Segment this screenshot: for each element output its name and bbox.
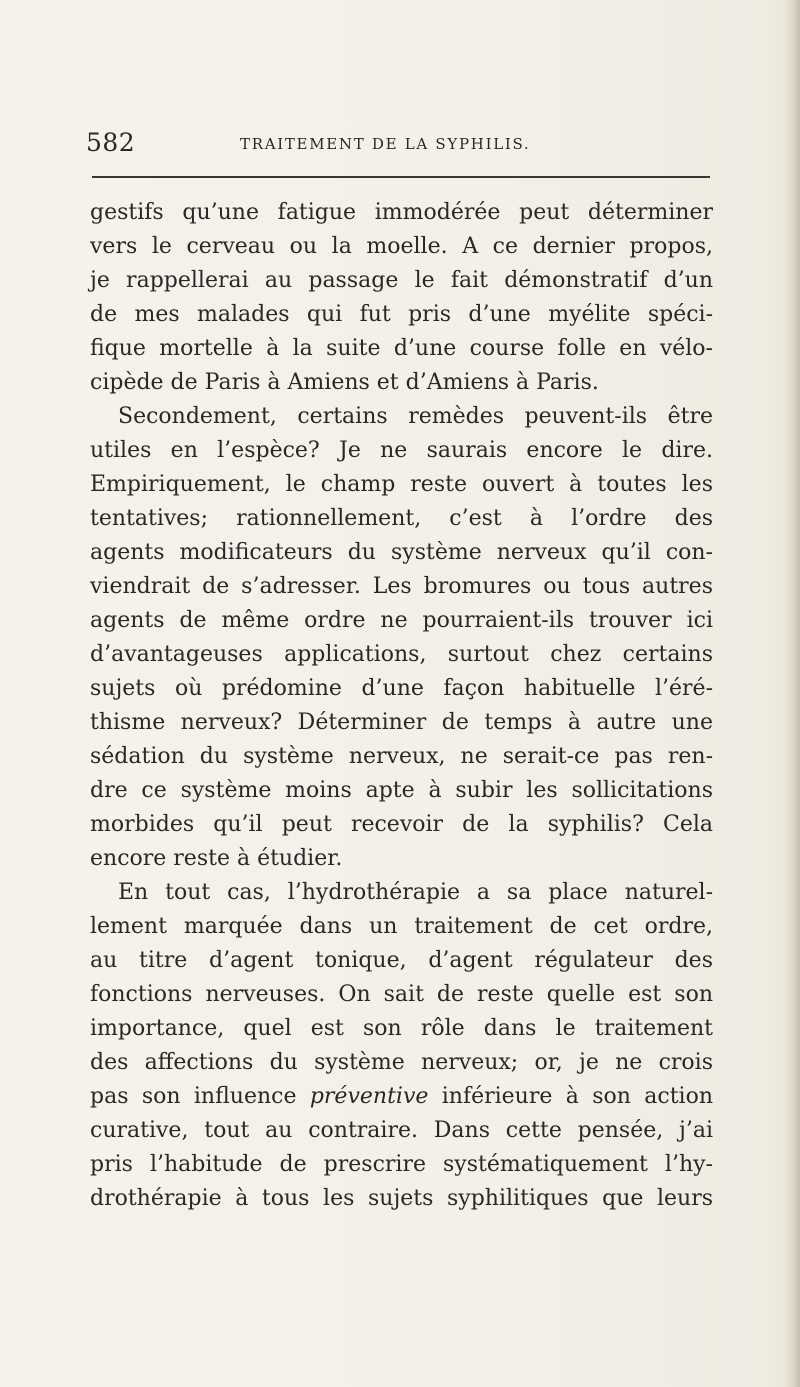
text-line-with-italic — [90, 1080, 713, 1114]
text-line: importance, quel est son rôle dans le traitement — [90, 1016, 713, 1041]
page-header — [86, 128, 716, 164]
text-line: gestifs qu’une fatigue immodérée peut déterminer — [90, 200, 713, 225]
text-line: des affections du système nerveux; or, je ne crois — [90, 1050, 713, 1075]
text-segment: pas son influence — [90, 1084, 310, 1109]
text-line: lement marquée dans un traitement de cet ordre, — [90, 914, 713, 939]
text-line: vers le cerveau ou la moelle. A ce dernier propos, — [90, 234, 713, 259]
header-rule — [92, 176, 710, 178]
text-segment: inférieure à son action — [428, 1084, 713, 1109]
italic-word: préventive — [309, 1084, 429, 1109]
paragraph-start: En tout cas, l’hydrothérapie a sa place naturel- — [118, 880, 713, 905]
text-line: agents modificateurs du système nerveux qu’il con- — [90, 540, 713, 565]
text-line: tentatives; rationnellement, c’est à l’ordre des — [90, 506, 713, 531]
body-text — [90, 196, 713, 1216]
page-edge-shadow — [784, 0, 800, 1387]
text-line: dre ce système moins apte à subir les sollicitations — [90, 778, 713, 803]
text-line: agents de même ordre ne pourraient-ils trouver ici — [90, 608, 713, 633]
text-line: sujets où prédomine d’une façon habituelle l’éré- — [90, 676, 713, 701]
text-line: curative, tout au contraire. Dans cette pensée, j’ai — [90, 1118, 713, 1143]
text-line: fonctions nerveuses. On sait de reste quelle est son — [90, 982, 713, 1007]
text-line: morbides qu’il peut recevoir de la syphilis? Cela — [90, 812, 713, 837]
text-line: fique mortelle à la suite d’une course folle en vélo- — [90, 336, 713, 361]
text-line: je rappellerai au passage le fait démonstratif d’un — [90, 268, 713, 293]
text-line: utiles en l’espèce? Je ne saurais encore le dire. — [90, 438, 713, 463]
text-line: sédation du système nerveux, ne serait-ce pas ren- — [90, 744, 713, 769]
text-line: pris l’habitude de prescrire systématiquement l’hy- — [90, 1152, 713, 1177]
text-line: au titre d’agent tonique, d’agent régulateur des — [90, 948, 713, 973]
text-line: Empiriquement, le champ reste ouvert à toutes les — [90, 472, 713, 497]
text-line: drothérapie à tous les sujets syphilitiques que leurs — [90, 1186, 713, 1211]
text-line: d’avantageuses applications, surtout chez certains — [90, 642, 713, 667]
paragraph-start: Secondement, certains remèdes peuvent-ils être — [118, 404, 713, 429]
page-number: 582 — [86, 128, 136, 157]
text-line: de mes malades qui fut pris d’une myélite spéci- — [90, 302, 713, 327]
text-line: viendrait de s’adresser. Les bromures ou tous autres — [90, 574, 713, 599]
text-line: encore reste à étudier. — [90, 846, 343, 871]
text-line: thisme nerveux? Déterminer de temps à autre une — [90, 710, 713, 735]
running-title: TRAITEMENT DE LA SYPHILIS. — [240, 135, 531, 153]
text-line: cipède de Paris à Amiens et d’Amiens à Paris. — [90, 370, 599, 395]
